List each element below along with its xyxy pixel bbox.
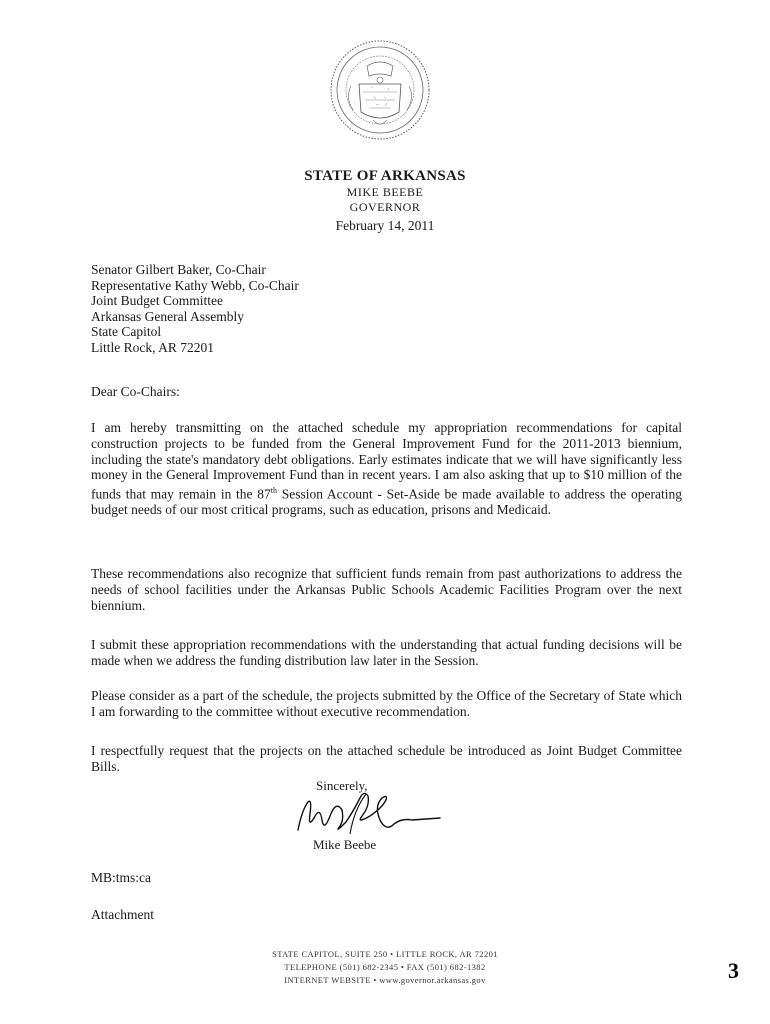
- paragraph-text: Session Account - Set-Aside be made available to address the operating budget needs of our most critical programs, such as education, prisons and Medicaid.: [91, 486, 682, 518]
- footer-phone: TELEPHONE (501) 682-2345 • FAX (501) 682-1382: [284, 962, 486, 972]
- body-paragraph-4: Please consider as a part of the schedule, the projects submitted by the Office of the Secretary of State which I am forwarding to the committee without executive recommendation.: [91, 688, 682, 719]
- letterhead: [0, 167, 770, 235]
- address-line: Representative Kathy Webb, Co-Chair: [91, 277, 299, 293]
- address-line: Senator Gilbert Baker, Co-Chair: [91, 262, 266, 277]
- signer-name: Mike Beebe: [313, 837, 377, 852]
- attachment-note: Attachment: [91, 907, 154, 922]
- paragraph-text: I am hereby transmitting on the attached schedule my appropriation recommendations for capital construction projects to be funded from the General Improvement Fund for the 2011-2013 biennium, including the state's mandatory debt obligations. Early estimates indicate that we will have significantly less money in the General Improvement Fund than in recent years. I am also asking that up to $10 million of the funds that may remain in the 87: [91, 420, 682, 502]
- address-line: Joint Budget Committee: [91, 293, 223, 308]
- governor-name: MIKE BEEBE: [346, 185, 424, 199]
- body-paragraph-5: I respectfully request that the projects on the attached schedule be introduced as Joint Budget Committee Bills.: [91, 743, 682, 774]
- address-line: Little Rock, AR 72201: [91, 339, 214, 355]
- salutation: Dear Co-Chairs:: [91, 384, 180, 399]
- closing: Sincerely,: [316, 778, 368, 793]
- address-line: Arkansas General Assembly: [91, 308, 244, 324]
- governor-title: GOVERNOR: [349, 200, 421, 214]
- letter-date: February 14, 2011: [335, 218, 435, 233]
- letterhead-footer: [0, 948, 770, 987]
- recipient-address: [91, 262, 299, 355]
- body-paragraph-3: I submit these appropriation recommendations with the understanding that actual funding decisions will be made when we address the funding distribution law later in the Session.: [91, 637, 682, 668]
- state-name: STATE OF ARKANSAS: [304, 168, 466, 184]
- body-paragraph-1: [91, 420, 682, 518]
- reference-initials: MB:tms:ca: [91, 870, 151, 885]
- page-number: 3: [728, 958, 739, 983]
- ordinal-suffix: th: [270, 486, 277, 496]
- state-seal-icon: [329, 36, 431, 144]
- address-line: State Capitol: [91, 324, 162, 339]
- footer-website: INTERNET WEBSITE • www.governor.arkansas.gov: [284, 975, 486, 985]
- footer-address: STATE CAPITOL, SUITE 250 • LITTLE ROCK, AR 72201: [272, 949, 498, 959]
- body-paragraph-2: These recommendations also recognize that sufficient funds remain from past authorizations to address the needs of school facilities under the Arkansas Public Schools Academic Facilities Program over the next biennium.: [91, 566, 682, 613]
- signature-icon: [290, 780, 450, 844]
